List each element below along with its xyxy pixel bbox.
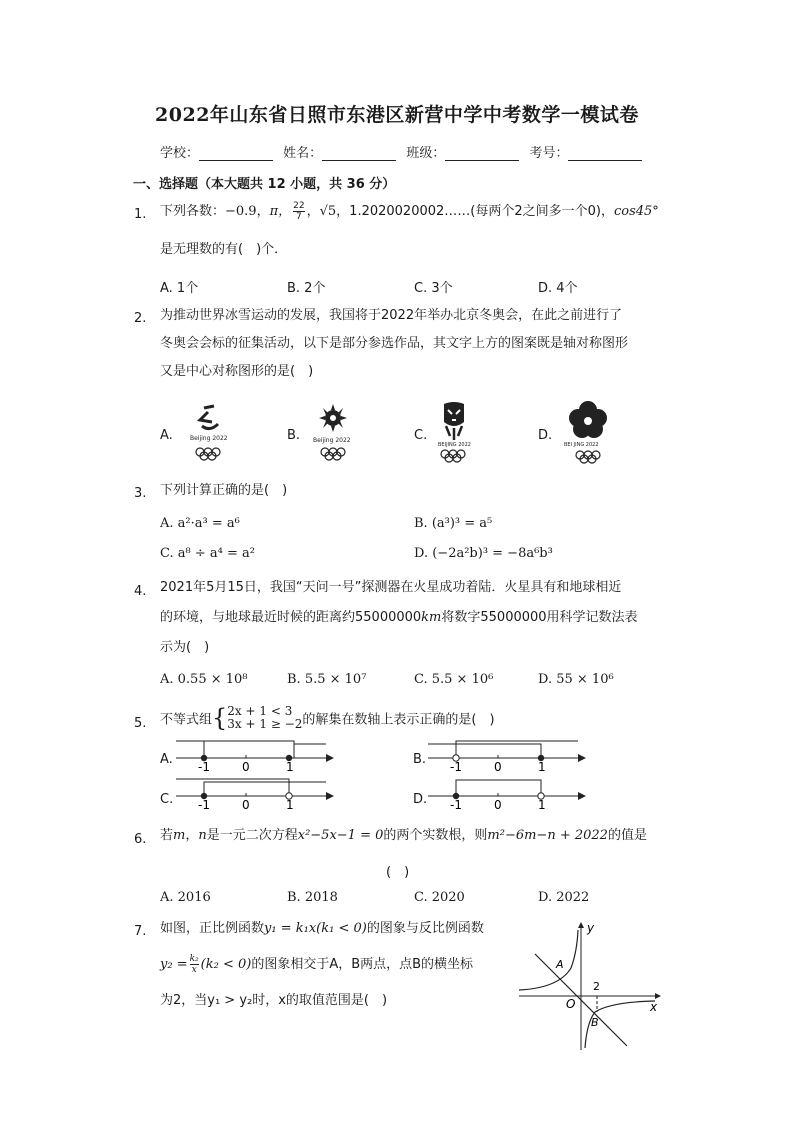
q1-sep: ， <box>306 204 320 219</box>
q7-line2b: 的图象相交于A，B两点，点B的横坐标 <box>251 957 474 972</box>
q5-ineq2: 3x + 1 ≥ −2 <box>227 717 303 731</box>
numberline-c <box>176 776 336 814</box>
q7-f2b: (k₂ < 0) <box>200 957 252 972</box>
q1-sqrt: √5 <box>319 204 337 219</box>
q7-f2-den: x <box>191 965 197 975</box>
q1-fraction <box>293 201 304 222</box>
q2-option-d[interactable]: D. <box>538 428 553 443</box>
q6-option-a[interactable]: A. 2016 <box>160 890 211 905</box>
section-heading: 一、选择题（本大题共 12 小题，共 36 分） <box>133 177 396 192</box>
q7-f2-num: k₂ <box>189 954 199 964</box>
q6-option-c[interactable]: C. 2020 <box>414 890 465 905</box>
q4-line2b: 将数字55000000用科学记数法表 <box>441 610 638 625</box>
q7-line1 <box>160 918 484 940</box>
school-label: 学校： <box>160 146 200 161</box>
q4-line2 <box>160 607 638 629</box>
name-blank[interactable] <box>322 147 396 161</box>
q6-mid2: 的两个实数根，则 <box>383 828 488 843</box>
q1-line2: 是无理数的有( )个． <box>160 242 288 257</box>
q1-option-b[interactable]: B. 2个 <box>287 281 326 296</box>
q4-option-b[interactable]: B. 5.5 × 10⁷ <box>287 672 367 687</box>
q4-line3: 示为( ) <box>160 640 210 655</box>
numberline-a-tick-neg1: -1 <box>198 760 210 774</box>
q7-line3: 为2，当y₁ > y₂时，x的取值范围是( ) <box>160 993 388 1008</box>
q4-option-d[interactable]: D. 55 × 10⁶ <box>538 672 614 687</box>
q1-option-d[interactable]: D. 4个 <box>538 281 578 296</box>
q3-option-d[interactable]: D. (−2a²b)³ = −8a⁶b³ <box>414 546 553 561</box>
q7-graph-point-a: A <box>556 958 564 971</box>
numberline-d-tick-neg1: -1 <box>450 798 462 812</box>
emblem-c-text: BEIJING 2022 <box>438 442 471 448</box>
numberline-a <box>176 738 336 776</box>
q3-number: 3. <box>134 486 147 501</box>
emblem-a-text: Beijing 2022 <box>190 435 228 442</box>
emblem-b-text: Beijing 2022 <box>313 437 351 444</box>
q7-mid: 的图象与反比例函数 <box>366 921 484 936</box>
q6-number: 6. <box>134 832 147 847</box>
q6-mid: 是一元二次方程 <box>206 828 298 843</box>
q7-lead: 如图，正比例函数 <box>160 921 265 936</box>
numberline-a-tick-1: 1 <box>286 760 294 774</box>
numberline-b-tick-1: 1 <box>538 760 546 774</box>
numberline-c-tick-0: 0 <box>242 798 250 812</box>
q4-line1: 2021年5月15日，我国“天问一号”探测器在火星成功着陆．火星具有和地球相近 <box>160 580 622 595</box>
q2-option-b[interactable]: B. <box>287 428 301 443</box>
numberline-c-tick-1: 1 <box>286 798 294 812</box>
q5-line1: 不等式组{ 2x + 1 < 3 3x + 1 ≥ −2 的解集在数轴上表示正确的是( ) <box>160 704 495 732</box>
q6-expr: m²−6m−n + 2022 <box>487 828 608 843</box>
numberline-b <box>428 738 588 776</box>
q2-line1: 为推动世界冰雪运动的发展，我国将于2022年举办北京冬奥会，在此之前进行了 <box>160 308 623 323</box>
q5-ineq1: 2x + 1 < 3 <box>227 704 293 718</box>
page-title: 2022年山东省日照市东港区新营中学中考数学一模试卷 <box>155 104 639 126</box>
numberline-d-tick-0: 0 <box>494 798 502 812</box>
emblem-d-text: BEI JING 2022 <box>564 442 599 448</box>
q6-option-d[interactable]: D. 2022 <box>538 890 590 905</box>
q7-graph-origin-label: O <box>566 997 576 1011</box>
q6-line1 <box>160 825 647 847</box>
q1-frac-num: 22 <box>293 201 305 211</box>
numberline-d-tick-1: 1 <box>538 798 546 812</box>
q1-line1 <box>160 201 659 223</box>
q7-graph-y-label: y <box>587 921 595 935</box>
name-label: 姓名： <box>283 146 323 161</box>
q5-tail: 的解集在数轴上表示正确的是( ) <box>302 712 495 728</box>
q6-sep: ， <box>185 828 199 843</box>
q5-option-a[interactable]: A. <box>160 752 173 767</box>
q5-option-b[interactable]: B. <box>413 752 427 767</box>
numberline-c-tick-neg1: -1 <box>198 798 210 812</box>
q3-option-c[interactable]: C. a⁸ ÷ a⁴ = a² <box>160 546 255 561</box>
q2-option-a[interactable]: A. <box>160 428 173 443</box>
q4-line2a: 的环境，与地球最近时候的距离约55000000 <box>160 610 422 625</box>
q5-option-d[interactable]: D. <box>413 792 428 807</box>
q7-line2 <box>160 954 473 976</box>
emblem-c-image <box>432 400 476 466</box>
q1-list: −0.9， <box>225 204 270 219</box>
number-label: 考号： <box>529 146 569 161</box>
numberline-b-tick-0: 0 <box>494 760 502 774</box>
q6-tail: 的值是 <box>607 828 647 843</box>
q7-number: 7. <box>134 924 147 939</box>
q1-frac-den: 7 <box>296 212 302 222</box>
number-blank[interactable] <box>568 147 642 161</box>
emblem-d-image <box>560 400 616 466</box>
q7-graph <box>515 918 665 1054</box>
student-info <box>160 142 648 161</box>
q7-graph-tick-2: 2 <box>593 980 600 993</box>
numberline-b-tick-neg1: -1 <box>450 760 462 774</box>
q6-m: m <box>173 828 186 843</box>
q4-option-a[interactable]: A. 0.55 × 10⁸ <box>160 672 248 687</box>
class-blank[interactable] <box>445 147 519 161</box>
q1-cos: cos45° <box>613 204 659 219</box>
q3-line1: 下列计算正确的是( ) <box>160 483 288 498</box>
class-label: 班级： <box>406 146 446 161</box>
q1-option-a[interactable]: A. 1个 <box>160 281 199 296</box>
q6-lead: 若 <box>160 828 174 843</box>
q6-line2: ( ) <box>386 865 410 880</box>
q4-km: km <box>421 610 442 625</box>
q7-f1: y₁ = k₁x(k₁ < 0) <box>264 921 367 936</box>
emblem-b-image <box>311 402 359 464</box>
q4-option-c[interactable]: C. 5.5 × 10⁶ <box>414 672 494 687</box>
q4-number: 4. <box>134 584 147 599</box>
school-blank[interactable] <box>199 147 273 161</box>
q2-number: 2. <box>134 311 147 326</box>
q2-line2: 冬奥会会标的征集活动，以下是部分参选作品，其文字上方的图案既是轴对称图形 <box>160 336 629 351</box>
q3-option-a[interactable]: A. a²·a³ = a⁶ <box>160 516 240 531</box>
numberline-d <box>428 776 588 814</box>
q7-graph-x-label: x <box>650 1000 658 1014</box>
q7-f2a: y₂ = <box>160 957 188 972</box>
q7-f2-fraction <box>190 954 199 975</box>
q6-eq: x²−5x−1 = 0 <box>297 828 384 843</box>
q1-number: 1. <box>134 207 147 222</box>
numberline-a-tick-0: 0 <box>242 760 250 774</box>
q7-graph-point-b: B <box>591 1016 599 1029</box>
q2-line3: 又是中心对称图形的是( ) <box>160 364 314 379</box>
q3-option-b[interactable]: B. (a³)³ = a⁵ <box>414 516 493 531</box>
q6-n: n <box>198 828 207 843</box>
q1-option-c[interactable]: C. 3个 <box>414 281 453 296</box>
q1-pi: π， <box>269 204 292 219</box>
emblem-a-image <box>186 402 234 464</box>
q5-number: 5. <box>134 716 147 731</box>
q1-rest: ，1.2020020002……(每两个2之间多一个0)， <box>336 204 614 219</box>
q5-option-c[interactable]: C. <box>160 792 174 807</box>
q2-option-c[interactable]: C. <box>414 428 428 443</box>
q1-lead: 下列各数： <box>160 204 226 219</box>
q6-option-b[interactable]: B. 2018 <box>287 890 338 905</box>
q5-lead: 不等式组 <box>160 712 213 728</box>
